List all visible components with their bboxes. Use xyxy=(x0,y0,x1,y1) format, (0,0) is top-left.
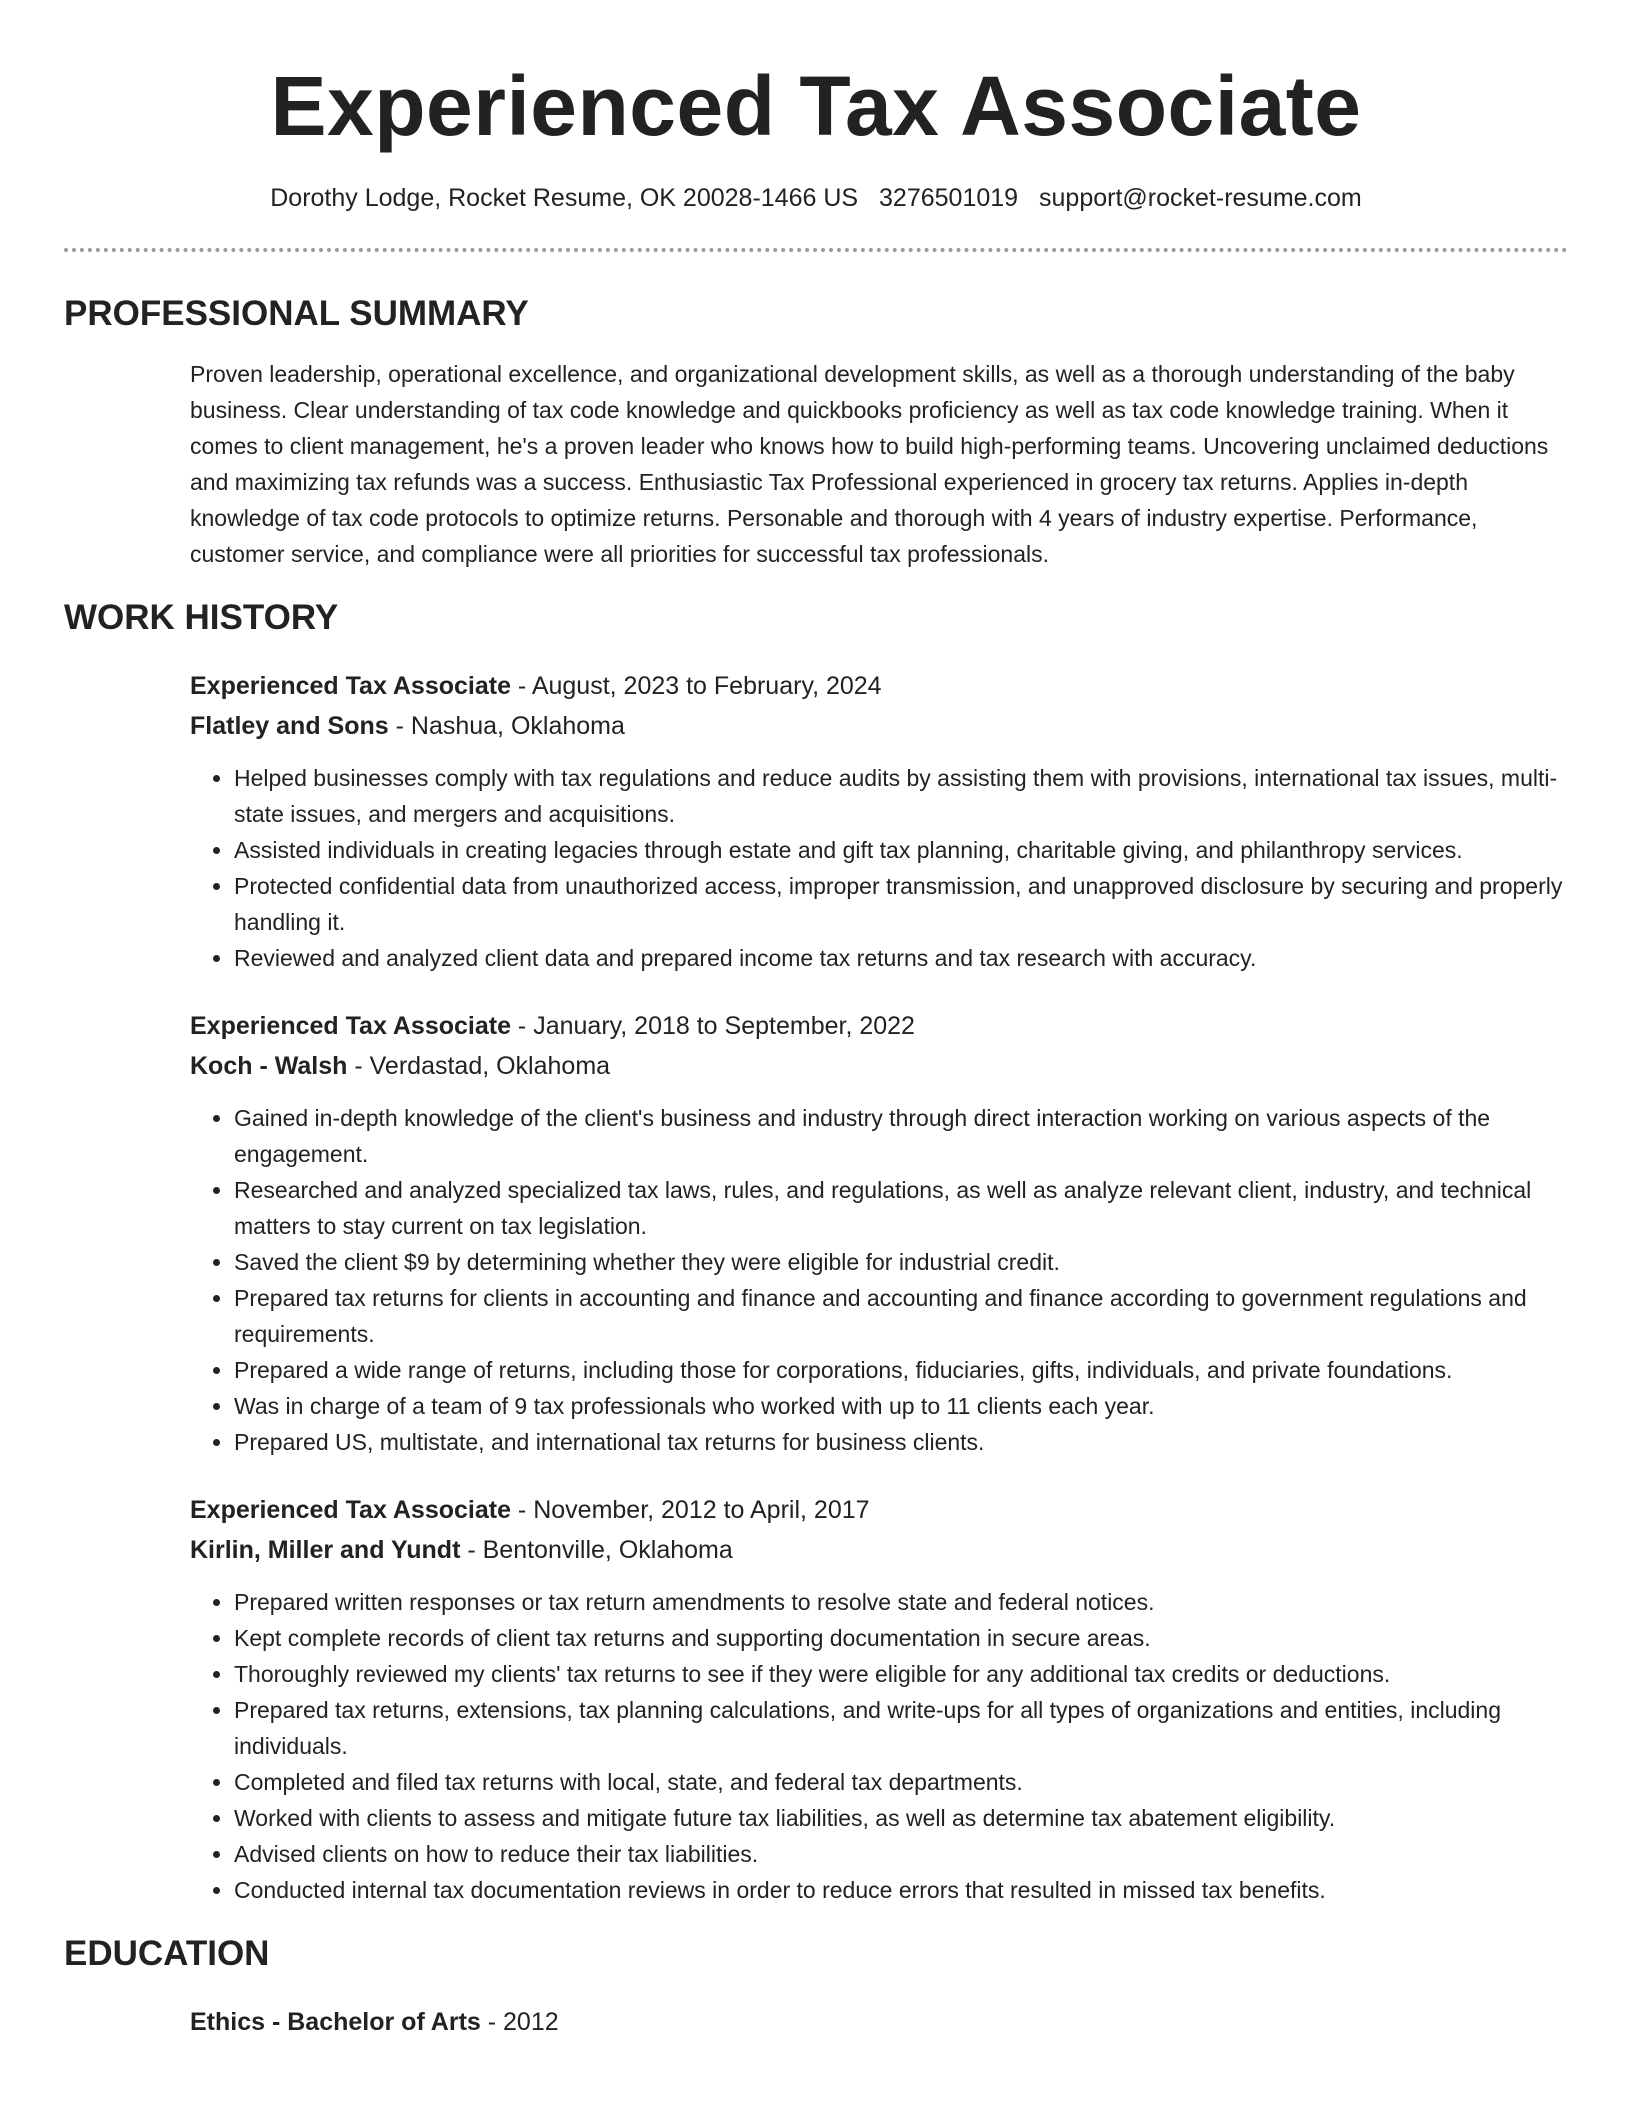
list-item: • Prepared US, multistate, and international tax returns for business clients. xyxy=(234,1424,1568,1460)
header-divider xyxy=(64,248,1568,252)
list-item: • Prepared a wide range of returns, including those for corporations, fiduciaries, gifts, individuals, and private foundations. xyxy=(234,1352,1568,1388)
work-history-section xyxy=(64,596,1568,1908)
list-item: • Advised clients on how to reduce their tax liabilities. xyxy=(234,1836,1568,1872)
job-company-line xyxy=(190,1046,1568,1086)
job-company-line xyxy=(190,706,1568,746)
summary-text: Proven leadership, operational excellence, and organizational development skills, as well as a thorough understanding of the baby business. Clear understanding of tax code knowledge and quickbooks proficiency as well as tax code knowledge training. When it comes to client management, he's a proven leader who knows how to build high-performing teams. Uncovering unclaimed deductions and maximizing tax refunds was a success. Enthusiastic Tax Professional experienced in grocery tax returns. Applies in-depth knowledge of tax code protocols to optimize returns. Personable and thorough with 4 years of industry expertise. Performance, customer service, and compliance were all priorities for successful tax professionals. xyxy=(190,361,1549,567)
education-degree-line xyxy=(190,2002,1568,2042)
summary-section xyxy=(64,292,1568,572)
list-item: • Worked with clients to assess and mitigate future tax liabilities, as well as determine tax abatement eligibility. xyxy=(234,1800,1568,1836)
list-item: • Conducted internal tax documentation reviews in order to reduce errors that resulted in missed tax benefits. xyxy=(234,1872,1568,1908)
resume-page xyxy=(64,0,1568,2042)
job-dates: - January, 2018 to September, 2022 xyxy=(510,1012,915,1040)
job-company: Koch - Walsh xyxy=(190,1052,348,1080)
education-degree: Ethics - Bachelor of Arts xyxy=(190,2008,481,2036)
list-item: • Saved the client $9 by determining whether they were eligible for industrial credit. xyxy=(234,1244,1568,1280)
list-item: • Kept complete records of client tax returns and supporting documentation in secure areas. xyxy=(234,1620,1568,1656)
job-company: Flatley and Sons xyxy=(190,712,389,740)
jobs-list xyxy=(190,666,1568,1908)
contact-line xyxy=(64,182,1568,214)
job-title-line xyxy=(190,1490,1568,1530)
job-dates: - November, 2012 to April, 2017 xyxy=(510,1496,870,1524)
list-item: • Helped businesses comply with tax regulations and reduce audits by assisting them with provisions, international tax issues, multi-state issues, and mergers and acquisitions. xyxy=(234,760,1568,832)
list-item: • Prepared written responses or tax return amendments to resolve state and federal notices. xyxy=(234,1584,1568,1620)
list-item: • Prepared tax returns for clients in accounting and finance and accounting and finance according to government regulations and requirements. xyxy=(234,1280,1568,1352)
job-location: - Nashua, Oklahoma xyxy=(388,712,625,740)
list-item: • Researched and analyzed specialized tax laws, rules, and regulations, as well as analyze relevant client, industry, and technical matters to stay current on tax legislation. xyxy=(234,1172,1568,1244)
education-section xyxy=(64,1932,1568,2042)
job-title: Experienced Tax Associate xyxy=(190,672,511,700)
job-bullets xyxy=(190,760,1568,976)
job-title-line xyxy=(190,1006,1568,1046)
resume-title: Experienced Tax Associate xyxy=(270,59,1362,153)
list-item: • Assisted individuals in creating legacies through estate and gift tax planning, charitable giving, and philanthropy services. xyxy=(234,832,1568,868)
job-entry xyxy=(190,1006,1568,1460)
job-location: - Verdastad, Oklahoma xyxy=(347,1052,611,1080)
job-dates: - August, 2023 to February, 2024 xyxy=(510,672,882,700)
job-location: - Bentonville, Oklahoma xyxy=(460,1536,733,1564)
list-item: • Thoroughly reviewed my clients' tax returns to see if they were eligible for any additional tax credits or deductions. xyxy=(234,1656,1568,1692)
list-item: • Was in charge of a team of 9 tax professionals who worked with up to 11 clients each year. xyxy=(234,1388,1568,1424)
job-entry xyxy=(190,666,1568,976)
job-company-line xyxy=(190,1530,1568,1570)
job-bullets xyxy=(190,1100,1568,1460)
education-year: - 2012 xyxy=(480,2008,559,2036)
contact-email: support@rocket-resume.com xyxy=(1039,184,1362,212)
education-heading: EDUCATION xyxy=(64,1934,270,1973)
list-item: • Prepared tax returns, extensions, tax planning calculations, and write-ups for all types of organizations and entities, including individuals. xyxy=(234,1692,1568,1764)
job-title-line xyxy=(190,666,1568,706)
list-item: • Gained in-depth knowledge of the client's business and industry through direct interaction working on various aspects of the engagement. xyxy=(234,1100,1568,1172)
list-item: • Reviewed and analyzed client data and prepared income tax returns and tax research with accuracy. xyxy=(234,940,1568,976)
list-item: • Completed and filed tax returns with local, state, and federal tax departments. xyxy=(234,1764,1568,1800)
contact-address: Dorothy Lodge, Rocket Resume, OK 20028-1466 US xyxy=(270,184,859,212)
job-entry xyxy=(190,1490,1568,1908)
job-company: Kirlin, Miller and Yundt xyxy=(190,1536,461,1564)
list-item: • Protected confidential data from unauthorized access, improper transmission, and unapproved disclosure by securing and properly handling it. xyxy=(234,868,1568,940)
work-history-heading: WORK HISTORY xyxy=(64,598,339,637)
job-title: Experienced Tax Associate xyxy=(190,1496,511,1524)
contact-phone: 3276501019 xyxy=(879,184,1019,212)
job-bullets xyxy=(190,1584,1568,1908)
summary-heading: PROFESSIONAL SUMMARY xyxy=(64,294,529,333)
job-title: Experienced Tax Associate xyxy=(190,1012,511,1040)
